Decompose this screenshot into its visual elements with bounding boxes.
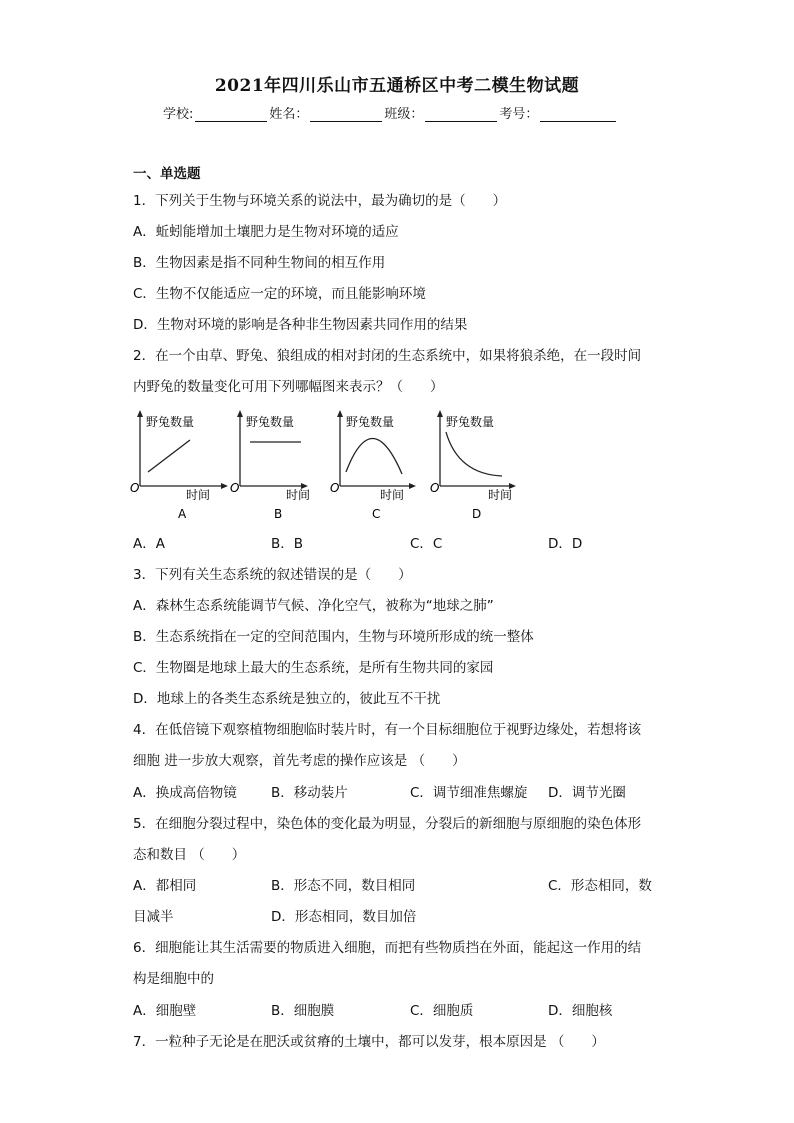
q5-option-c: C．形态相同，数 [548, 878, 652, 894]
q1-option-c: C．生物不仅能适应一定的环境，而且能影响环境 [133, 286, 426, 302]
graph-d-xlabel: 时间 [488, 488, 513, 502]
q2-option-a: A．A [133, 536, 165, 552]
graph-d-letter: D [472, 507, 482, 521]
q6-stem-line2: 构是细胞中的 [133, 971, 214, 987]
q2-option-c: C．C [410, 536, 443, 552]
q4-option-a: A．换成高倍物镜 [133, 785, 237, 801]
q5-option-b: B．形态不同，数目相同 [271, 878, 416, 894]
q4-option-c: C．调节细准焦螺旋 [410, 785, 528, 801]
name-label: 姓名： [269, 107, 309, 122]
graph-a [128, 408, 228, 526]
q4-stem-line1: 4．在低倍镜下观察植物细胞临时装片时，有一个目标细胞位于视野边缘处，若想将该 [133, 722, 642, 738]
graph-b-origin: O [230, 481, 240, 495]
graph-d [428, 408, 528, 526]
graph-d-ylabel: 野兔数量 [446, 415, 495, 429]
school-label: 学校: [163, 107, 194, 122]
q6-options [133, 1002, 673, 1020]
q2-option-b: B．B [271, 536, 304, 552]
q3-option-c: C．生物圈是地球上最大的生态系统，是所有生物共同的家园 [133, 660, 494, 676]
graph-b-letter: B [274, 507, 283, 521]
q5-options-row1 [133, 877, 673, 895]
graph-c-origin: O [330, 481, 340, 495]
graph-c [328, 408, 428, 526]
q5-option-d: D．形态相同，数目加倍 [271, 909, 417, 925]
graph-d-curve [446, 432, 502, 476]
q2-stem-line1: 2．在一个由草、野兔、狼组成的相对封闭的生态系统中，如果将狼杀绝，在一段时间 [133, 348, 642, 364]
q4-options [133, 784, 673, 802]
q4-stem-line2: 细胞 进一步放大观察，首先考虑的操作应该是 （ ） [133, 753, 466, 769]
q6-option-d: D．细胞核 [548, 1003, 613, 1019]
q6-option-a: A．细胞壁 [133, 1003, 197, 1019]
q3-stem: 3．下列有关生态系统的叙述错误的是（ ） [133, 567, 412, 583]
q5-stem-line1: 5．在细胞分裂过程中，染色体的变化最为明显，分裂后的新细胞与原细胞的染色体形 [133, 816, 642, 832]
class-label: 班级： [384, 107, 424, 122]
q3-option-a: A．森林生态系统能调节气候、净化空气，被称为“地球之肺” [133, 598, 494, 614]
q3-option-b: B．生态系统指在一定的空间范围内，生物与环境所形成的统一整体 [133, 629, 534, 645]
exam-title: 2021年四川乐山市五通桥区中考二模生物试题 [214, 76, 580, 96]
q4-option-d: D．调节光圈 [548, 785, 626, 801]
q1-option-d: D．生物对环境的影响是各种非生物因素共同作用的结果 [133, 317, 468, 333]
q5-options-row2 [133, 908, 673, 926]
graph-d-origin: O [430, 481, 440, 495]
q2-option-d: D．D [548, 536, 583, 552]
q1-stem: 1．下列关于生物与环境关系的说法中，最为确切的是（ ） [133, 193, 507, 209]
q3-option-d: D．地球上的各类生态系统是独立的，彼此互不干扰 [133, 691, 441, 707]
exam-no-blank[interactable] [540, 107, 616, 122]
graph-a-origin: O [130, 481, 140, 495]
school-blank[interactable] [195, 107, 267, 122]
graph-a-letter: A [178, 507, 187, 521]
q5-option-c-cont: 目减半 [133, 909, 174, 925]
class-blank[interactable] [425, 107, 497, 122]
graph-c-ylabel: 野兔数量 [346, 415, 395, 429]
graph-a-ylabel: 野兔数量 [146, 415, 195, 429]
q2-options [133, 535, 673, 553]
graph-b-xlabel: 时间 [286, 488, 311, 502]
exam-no-label: 考号： [499, 107, 539, 122]
section-heading: 一、单选题 [133, 166, 201, 182]
graph-b [228, 408, 328, 526]
q5-option-a: A．都相同 [133, 878, 197, 894]
q1-option-b: B．生物因素是指不同种生物间的相互作用 [133, 255, 386, 271]
q6-stem-line1: 6．细胞能让其生活需要的物质进入细胞，而把有些物质挡在外面，能起这一作用的结 [133, 940, 642, 956]
q2-stem-line2: 内野兔的数量变化可用下列哪幅图来表示？（ ） [133, 379, 444, 395]
q4-option-b: B．移动装片 [271, 785, 348, 801]
graph-c-letter: C [372, 507, 381, 521]
graph-c-xlabel: 时间 [380, 488, 405, 502]
q7-stem: 7．一粒种子无论是在肥沃或贫瘠的土壤中，都可以发芽，根本原因是 （ ） [133, 1034, 605, 1050]
graph-b-ylabel: 野兔数量 [246, 415, 295, 429]
graph-c-curve [346, 438, 402, 474]
student-info-row [163, 103, 618, 122]
graph-a-xlabel: 时间 [186, 488, 211, 502]
q2-graphs [128, 408, 528, 526]
q1-option-a: A．蚯蚓能增加土壤肥力是生物对环境的适应 [133, 224, 399, 240]
graph-a-curve [148, 440, 190, 472]
q5-stem-line2: 态和数目 （ ） [133, 847, 246, 863]
q6-option-b: B．细胞膜 [271, 1003, 335, 1019]
name-blank[interactable] [310, 107, 382, 122]
q6-option-c: C．细胞质 [410, 1003, 474, 1019]
